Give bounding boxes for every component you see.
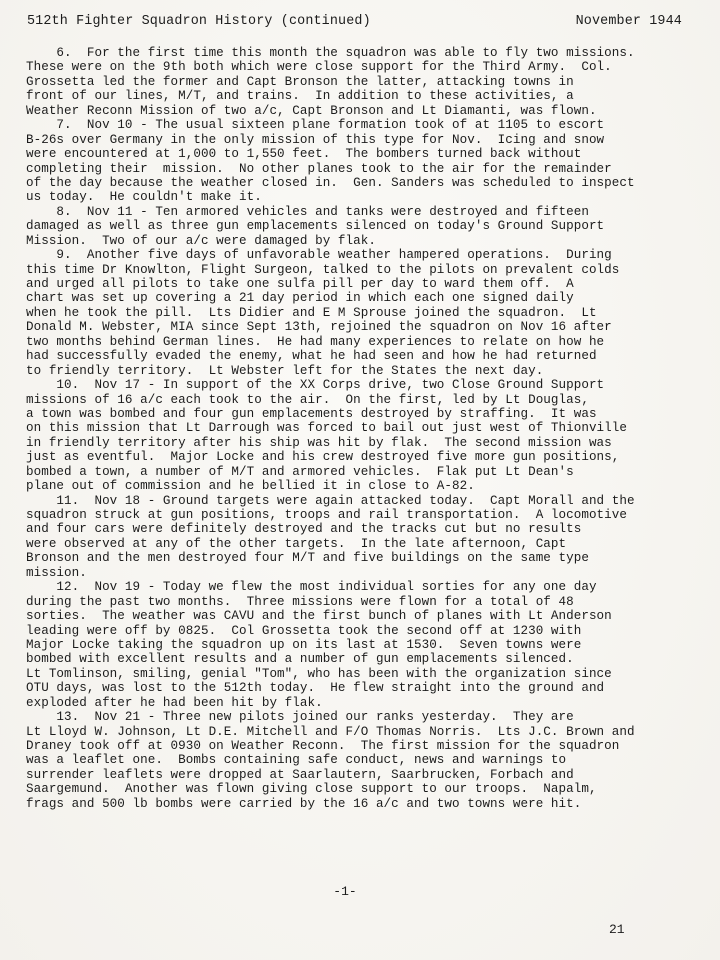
text-line: damaged as well as three gun emplacements silenced on today's Ground Support [26, 219, 605, 234]
text-line: 7. Nov 10 - The usual sixteen plane formation took of at 1105 to escort [26, 118, 605, 133]
text-line: completing their mission. No other planes took to the air for the remainder [26, 161, 612, 176]
text-line: missions of 16 a/c each took to the air. On the first, led by Lt Douglas, [26, 392, 589, 407]
text-line: Weather Reconn Mission of two a/c, Capt Bronson and Lt Diamanti, was flown. [26, 103, 597, 118]
text-line: Lt Lloyd W. Johnson, Lt D.E. Mitchell and F/O Thomas Norris. Lts J.C. Brown and [26, 724, 635, 739]
text-line: frags and 500 lb bombs were carried by the 16 a/c and two towns were hit. [26, 796, 582, 811]
text-line: Mission. Two of our a/c were damaged by flak. [26, 233, 376, 248]
text-line: 11. Nov 18 - Ground targets were again attacked today. Capt Morall and the [26, 493, 635, 508]
text-line: were observed at any of the other targets. In the late afternoon, Capt [26, 536, 567, 551]
text-line: Grossetta led the former and Capt Bronson the latter, attacking towns in [26, 74, 574, 89]
text-line: sorties. The weather was CAVU and the first bunch of planes with Lt Anderson [26, 609, 612, 624]
text-line: in friendly territory after his ship was hit by flak. The second mission was [26, 435, 612, 450]
text-line: and four cars were definitely destroyed and the tracks cut but no results [26, 522, 582, 537]
text-line: was a leaflet one. Bombs containing safe conduct, news and warnings to [26, 753, 567, 768]
text-line: us today. He couldn't make it. [26, 190, 262, 205]
text-line: mission. [26, 565, 87, 580]
text-line: 12. Nov 19 - Today we flew the most individual sorties for any one day [26, 580, 597, 595]
text-line: bombed with excellent results and a number of gun emplacements silenced. [26, 652, 574, 667]
document-title: 512th Fighter Squadron History (continued) [27, 14, 371, 29]
archive-page-number: 21 [609, 922, 625, 937]
document-date: November 1944 [575, 14, 682, 29]
text-line: 8. Nov 11 - Ten armored vehicles and tanks were destroyed and fifteen [26, 204, 589, 219]
text-line: two months behind German lines. He had many experiences to relate on how he [26, 334, 605, 349]
page-marker: -1- [333, 884, 357, 899]
text-line: on this mission that Lt Darrough was forced to bail out just west of Thionville [26, 421, 627, 436]
text-line: plane out of commission and he bellied it in close to A-82. [26, 479, 475, 494]
text-line: 9. Another five days of unfavorable weather hampered operations. During [26, 248, 612, 263]
text-line: Draney took off at 0930 on Weather Reconn. The first mission for the squadron [26, 739, 620, 753]
text-line: B-26s over Germany in the only mission of this type for Nov. Icing and snow [26, 132, 605, 147]
text-line: 6. For the first time this month the squadron was able to fly two missions. [26, 46, 635, 60]
text-line: 10. Nov 17 - In support of the XX Corps drive, two Close Ground Support [26, 378, 605, 393]
text-line: surrender leaflets were dropped at Saarlautern, Saarbrucken, Forbach and [26, 767, 574, 782]
text-line: Saargemund. Another was flown giving close support to our troops. Napalm, [26, 782, 597, 797]
text-line: Lt Tomlinson, smiling, genial "Tom", who has been with the organization since [26, 666, 612, 681]
text-line: when he took the pill. Lts Didier and E M Sprouse joined the squadron. Lt [26, 305, 597, 320]
text-line: of the day because the weather closed in. Gen. Sanders was scheduled to inspect [26, 175, 635, 190]
page-footer [0, 884, 720, 899]
text-line: squadron struck at gun positions, troops and rail transportation. A locomotive [26, 508, 627, 522]
text-line: this time Dr Knowlton, Flight Surgeon, talked to the pilots on prevalent colds [26, 262, 620, 277]
text-line: were encountered at 1,000 to 1,550 feet. The bombers turned back without [26, 147, 582, 162]
text-line: exploded after he had been hit by flak. [26, 695, 323, 710]
text-line: just as eventful. Major Locke and his crew destroyed five more gun positions, [26, 450, 620, 465]
text-line: These were on the 9th both which were close support for the Third Army. Col. [26, 60, 612, 75]
text-line: a town was bombed and four gun emplacements destroyed by straffing. It was [26, 406, 597, 421]
body-text [26, 46, 686, 811]
text-line: OTU days, was lost to the 512th today. He flew straight into the ground and [26, 681, 605, 696]
text-line: to friendly territory. Lt Webster left for the States the next day. [26, 363, 544, 378]
text-line: Major Locke taking the squadron up on its last at 1530. Seven towns were [26, 637, 582, 652]
text-line: 13. Nov 21 - Three new pilots joined our ranks yesterday. They are [26, 710, 574, 725]
text-line: chart was set up covering a 21 day period in which each one signed daily [26, 291, 574, 306]
text-line: Donald M. Webster, MIA since Sept 13th, rejoined the squadron on Nov 16 after [26, 320, 612, 335]
text-line: had successfully evaded the enemy, what he had seen and how he had returned [26, 349, 597, 364]
text-line: leading were off by 0825. Col Grossetta took the second off at 1230 with [26, 623, 582, 638]
text-line: during the past two months. Three missions were flown for a total of 48 [26, 594, 574, 609]
text-line: bombed a town, a number of M/T and armored vehicles. Flak put Lt Dean's [26, 464, 574, 479]
text-line: Bronson and the men destroyed four M/T and five buildings on the same type [26, 551, 589, 566]
text-line: and urged all pilots to take one sulfa pill per day to ward them off. A [26, 277, 574, 291]
text-line: front of our lines, M/T, and trains. In addition to these activities, a [26, 89, 574, 104]
